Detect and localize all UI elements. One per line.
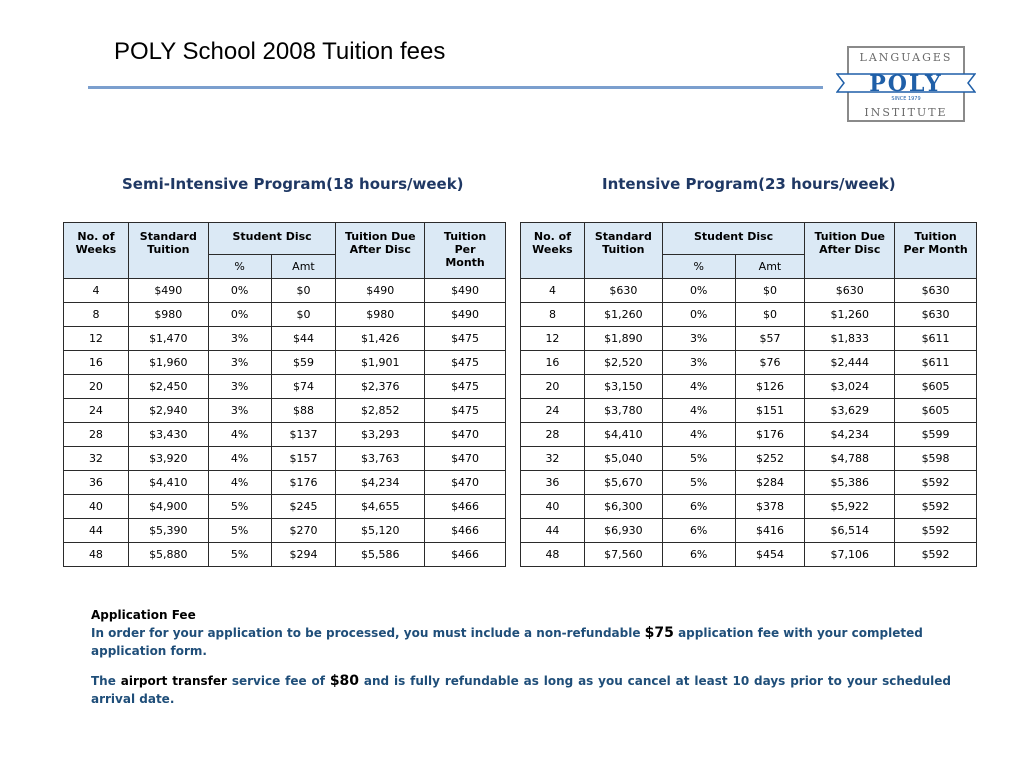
- standard-cell: $3,780: [584, 399, 662, 423]
- header-per-month: Tuition Per Month: [895, 223, 977, 279]
- disc-pct-cell: 4%: [662, 399, 735, 423]
- disc-amt-cell: $0: [735, 303, 805, 327]
- table-row: [64, 543, 506, 567]
- disc-amt-cell: $59: [271, 351, 336, 375]
- logo-bottom-text: INSTITUTE: [864, 106, 948, 119]
- per-month-cell: $599: [895, 423, 977, 447]
- standard-cell: $5,880: [128, 543, 208, 567]
- table-row: [521, 495, 977, 519]
- due-cell: $2,444: [805, 351, 895, 375]
- table-row: [521, 543, 977, 567]
- disc-pct-cell: 5%: [662, 471, 735, 495]
- disc-amt-cell: $0: [271, 279, 336, 303]
- disc-amt-cell: $126: [735, 375, 805, 399]
- airport-transfer-label: airport transfer: [120, 674, 227, 688]
- intensive-table-body: [521, 279, 977, 567]
- weeks-cell: 36: [521, 471, 585, 495]
- per-month-cell: $466: [425, 543, 506, 567]
- per-month-cell: $466: [425, 519, 506, 543]
- table-row: [64, 399, 506, 423]
- semi-table-body: [64, 279, 506, 567]
- per-month-cell: $611: [895, 351, 977, 375]
- weeks-cell: 20: [64, 375, 129, 399]
- table-row: [521, 519, 977, 543]
- standard-cell: $630: [584, 279, 662, 303]
- disc-pct-cell: 4%: [208, 447, 271, 471]
- table-row: [64, 279, 506, 303]
- due-cell: $4,234: [805, 423, 895, 447]
- due-cell: $6,514: [805, 519, 895, 543]
- table-row: [521, 423, 977, 447]
- table-row: [521, 279, 977, 303]
- table-row: [64, 519, 506, 543]
- intensive-table: [520, 222, 977, 567]
- per-month-cell: $598: [895, 447, 977, 471]
- application-fee-text: In order for your application to be processed, you must include a non-refundable $75 application fee with your completed application form.: [91, 625, 923, 658]
- disc-amt-cell: $454: [735, 543, 805, 567]
- per-month-cell: $475: [425, 351, 506, 375]
- table-row: [64, 327, 506, 351]
- table-row: [521, 327, 977, 351]
- table-row: [64, 375, 506, 399]
- disc-pct-cell: 4%: [662, 423, 735, 447]
- logo-since-text: SINCE 1979: [891, 96, 921, 102]
- disc-amt-cell: $270: [271, 519, 336, 543]
- per-month-cell: $592: [895, 471, 977, 495]
- due-cell: $3,629: [805, 399, 895, 423]
- table-row: [64, 351, 506, 375]
- due-cell: $4,234: [336, 471, 425, 495]
- disc-amt-cell: $176: [271, 471, 336, 495]
- disc-amt-cell: $157: [271, 447, 336, 471]
- per-month-cell: $470: [425, 423, 506, 447]
- disc-amt-cell: $416: [735, 519, 805, 543]
- per-month-cell: $470: [425, 447, 506, 471]
- weeks-cell: 36: [64, 471, 129, 495]
- standard-cell: $1,470: [128, 327, 208, 351]
- disc-pct-cell: 5%: [662, 447, 735, 471]
- standard-cell: $4,900: [128, 495, 208, 519]
- weeks-cell: 8: [64, 303, 129, 327]
- weeks-cell: 28: [64, 423, 129, 447]
- header-standard: Standard Tuition: [128, 223, 208, 279]
- header-amt: Amt: [271, 255, 336, 279]
- disc-pct-cell: 3%: [662, 351, 735, 375]
- disc-pct-cell: 6%: [662, 519, 735, 543]
- per-month-cell: $592: [895, 543, 977, 567]
- per-month-cell: $605: [895, 375, 977, 399]
- semi-intensive-title: Semi-Intensive Program(18 hours/week): [122, 175, 464, 193]
- disc-pct-cell: 4%: [662, 375, 735, 399]
- header-due: Tuition Due After Disc: [805, 223, 895, 279]
- page-title: POLY School 2008 Tuition fees: [114, 38, 446, 65]
- semi-intensive-table: [63, 222, 506, 567]
- weeks-cell: 16: [64, 351, 129, 375]
- disc-pct-cell: 3%: [662, 327, 735, 351]
- disc-amt-cell: $245: [271, 495, 336, 519]
- per-month-cell: $475: [425, 327, 506, 351]
- due-cell: $1,426: [336, 327, 425, 351]
- standard-cell: $1,960: [128, 351, 208, 375]
- per-month-cell: $630: [895, 279, 977, 303]
- table-row: [64, 423, 506, 447]
- disc-pct-cell: 3%: [208, 399, 271, 423]
- intensive-title: Intensive Program(23 hours/week): [602, 175, 896, 193]
- logo-top-text: LANGUAGES: [859, 51, 953, 64]
- standard-cell: $1,890: [584, 327, 662, 351]
- table-row: [521, 351, 977, 375]
- per-month-cell: $490: [425, 303, 506, 327]
- due-cell: $5,386: [805, 471, 895, 495]
- per-month-cell: $605: [895, 399, 977, 423]
- header-student-disc: Student Disc: [662, 223, 805, 255]
- weeks-cell: 24: [521, 399, 585, 423]
- due-cell: $2,852: [336, 399, 425, 423]
- due-cell: $1,260: [805, 303, 895, 327]
- logo-brand-text: POLY: [869, 71, 943, 97]
- standard-cell: $6,300: [584, 495, 662, 519]
- disc-pct-cell: 3%: [208, 375, 271, 399]
- standard-cell: $2,940: [128, 399, 208, 423]
- table-row: [64, 495, 506, 519]
- application-fee-amount: $75: [644, 625, 674, 641]
- due-cell: $5,922: [805, 495, 895, 519]
- table-row: [521, 447, 977, 471]
- per-month-cell: $475: [425, 399, 506, 423]
- standard-cell: $3,920: [128, 447, 208, 471]
- disc-pct-cell: 6%: [662, 495, 735, 519]
- header-amt: Amt: [735, 255, 805, 279]
- standard-cell: $6,930: [584, 519, 662, 543]
- poly-institute-logo: [836, 45, 976, 123]
- table-row: [521, 471, 977, 495]
- table-row: [64, 303, 506, 327]
- due-cell: $3,763: [336, 447, 425, 471]
- header-weeks: No. of Weeks: [521, 223, 585, 279]
- disc-amt-cell: $44: [271, 327, 336, 351]
- disc-amt-cell: $378: [735, 495, 805, 519]
- disc-amt-cell: $74: [271, 375, 336, 399]
- weeks-cell: 28: [521, 423, 585, 447]
- title-underline: [88, 86, 823, 89]
- standard-cell: $2,520: [584, 351, 662, 375]
- disc-amt-cell: $137: [271, 423, 336, 447]
- weeks-cell: 20: [521, 375, 585, 399]
- disc-pct-cell: 5%: [208, 519, 271, 543]
- weeks-cell: 48: [64, 543, 129, 567]
- header-weeks: No. of Weeks: [64, 223, 129, 279]
- weeks-cell: 32: [64, 447, 129, 471]
- due-cell: $4,788: [805, 447, 895, 471]
- per-month-cell: $611: [895, 327, 977, 351]
- standard-cell: $490: [128, 279, 208, 303]
- standard-cell: $980: [128, 303, 208, 327]
- weeks-cell: 24: [64, 399, 129, 423]
- disc-amt-cell: $151: [735, 399, 805, 423]
- due-cell: $630: [805, 279, 895, 303]
- weeks-cell: 8: [521, 303, 585, 327]
- disc-amt-cell: $252: [735, 447, 805, 471]
- due-cell: $5,120: [336, 519, 425, 543]
- weeks-cell: 44: [521, 519, 585, 543]
- header-per-month: Tuition Per Month: [425, 223, 506, 279]
- standard-cell: $5,670: [584, 471, 662, 495]
- standard-cell: $2,450: [128, 375, 208, 399]
- header-due: Tuition Due After Disc: [336, 223, 425, 279]
- due-cell: $1,833: [805, 327, 895, 351]
- weeks-cell: 48: [521, 543, 585, 567]
- disc-pct-cell: 0%: [662, 303, 735, 327]
- per-month-cell: $630: [895, 303, 977, 327]
- per-month-cell: $466: [425, 495, 506, 519]
- header-pct: %: [662, 255, 735, 279]
- disc-pct-cell: 0%: [208, 279, 271, 303]
- weeks-cell: 16: [521, 351, 585, 375]
- due-cell: $5,586: [336, 543, 425, 567]
- standard-cell: $7,560: [584, 543, 662, 567]
- disc-pct-cell: 5%: [208, 543, 271, 567]
- standard-cell: $5,040: [584, 447, 662, 471]
- weeks-cell: 12: [64, 327, 129, 351]
- disc-pct-cell: 4%: [208, 471, 271, 495]
- table-row: [521, 375, 977, 399]
- header-student-disc: Student Disc: [208, 223, 336, 255]
- per-month-cell: $475: [425, 375, 506, 399]
- disc-amt-cell: $284: [735, 471, 805, 495]
- disc-amt-cell: $176: [735, 423, 805, 447]
- airport-transfer-text: The airport transfer service fee of $80 and is fully refundable as long as you cancel at least 10 days prior to your scheduled arrival date.: [91, 673, 952, 706]
- weeks-cell: 44: [64, 519, 129, 543]
- table-row: [521, 399, 977, 423]
- weeks-cell: 40: [521, 495, 585, 519]
- header-standard: Standard Tuition: [584, 223, 662, 279]
- disc-amt-cell: $0: [735, 279, 805, 303]
- due-cell: $1,901: [336, 351, 425, 375]
- due-cell: $3,024: [805, 375, 895, 399]
- due-cell: $980: [336, 303, 425, 327]
- per-month-cell: $592: [895, 495, 977, 519]
- weeks-cell: 32: [521, 447, 585, 471]
- due-cell: $2,376: [336, 375, 425, 399]
- fee-notes: [91, 606, 951, 708]
- due-cell: $4,655: [336, 495, 425, 519]
- due-cell: $3,293: [336, 423, 425, 447]
- standard-cell: $4,410: [128, 471, 208, 495]
- disc-amt-cell: $57: [735, 327, 805, 351]
- per-month-cell: $592: [895, 519, 977, 543]
- disc-pct-cell: 4%: [208, 423, 271, 447]
- weeks-cell: 4: [64, 279, 129, 303]
- per-month-cell: $470: [425, 471, 506, 495]
- disc-amt-cell: $76: [735, 351, 805, 375]
- header-pct: %: [208, 255, 271, 279]
- weeks-cell: 40: [64, 495, 129, 519]
- standard-cell: $1,260: [584, 303, 662, 327]
- standard-cell: $3,150: [584, 375, 662, 399]
- standard-cell: $3,430: [128, 423, 208, 447]
- disc-pct-cell: 6%: [662, 543, 735, 567]
- disc-pct-cell: 3%: [208, 351, 271, 375]
- due-cell: $490: [336, 279, 425, 303]
- disc-amt-cell: $294: [271, 543, 336, 567]
- disc-pct-cell: 3%: [208, 327, 271, 351]
- disc-pct-cell: 0%: [208, 303, 271, 327]
- application-fee-heading: Application Fee: [91, 608, 196, 622]
- due-cell: $7,106: [805, 543, 895, 567]
- disc-pct-cell: 5%: [208, 495, 271, 519]
- standard-cell: $4,410: [584, 423, 662, 447]
- weeks-cell: 12: [521, 327, 585, 351]
- disc-amt-cell: $0: [271, 303, 336, 327]
- weeks-cell: 4: [521, 279, 585, 303]
- airport-fee-amount: $80: [329, 673, 360, 689]
- table-row: [521, 303, 977, 327]
- disc-pct-cell: 0%: [662, 279, 735, 303]
- table-row: [64, 471, 506, 495]
- disc-amt-cell: $88: [271, 399, 336, 423]
- per-month-cell: $490: [425, 279, 506, 303]
- table-row: [64, 447, 506, 471]
- standard-cell: $5,390: [128, 519, 208, 543]
